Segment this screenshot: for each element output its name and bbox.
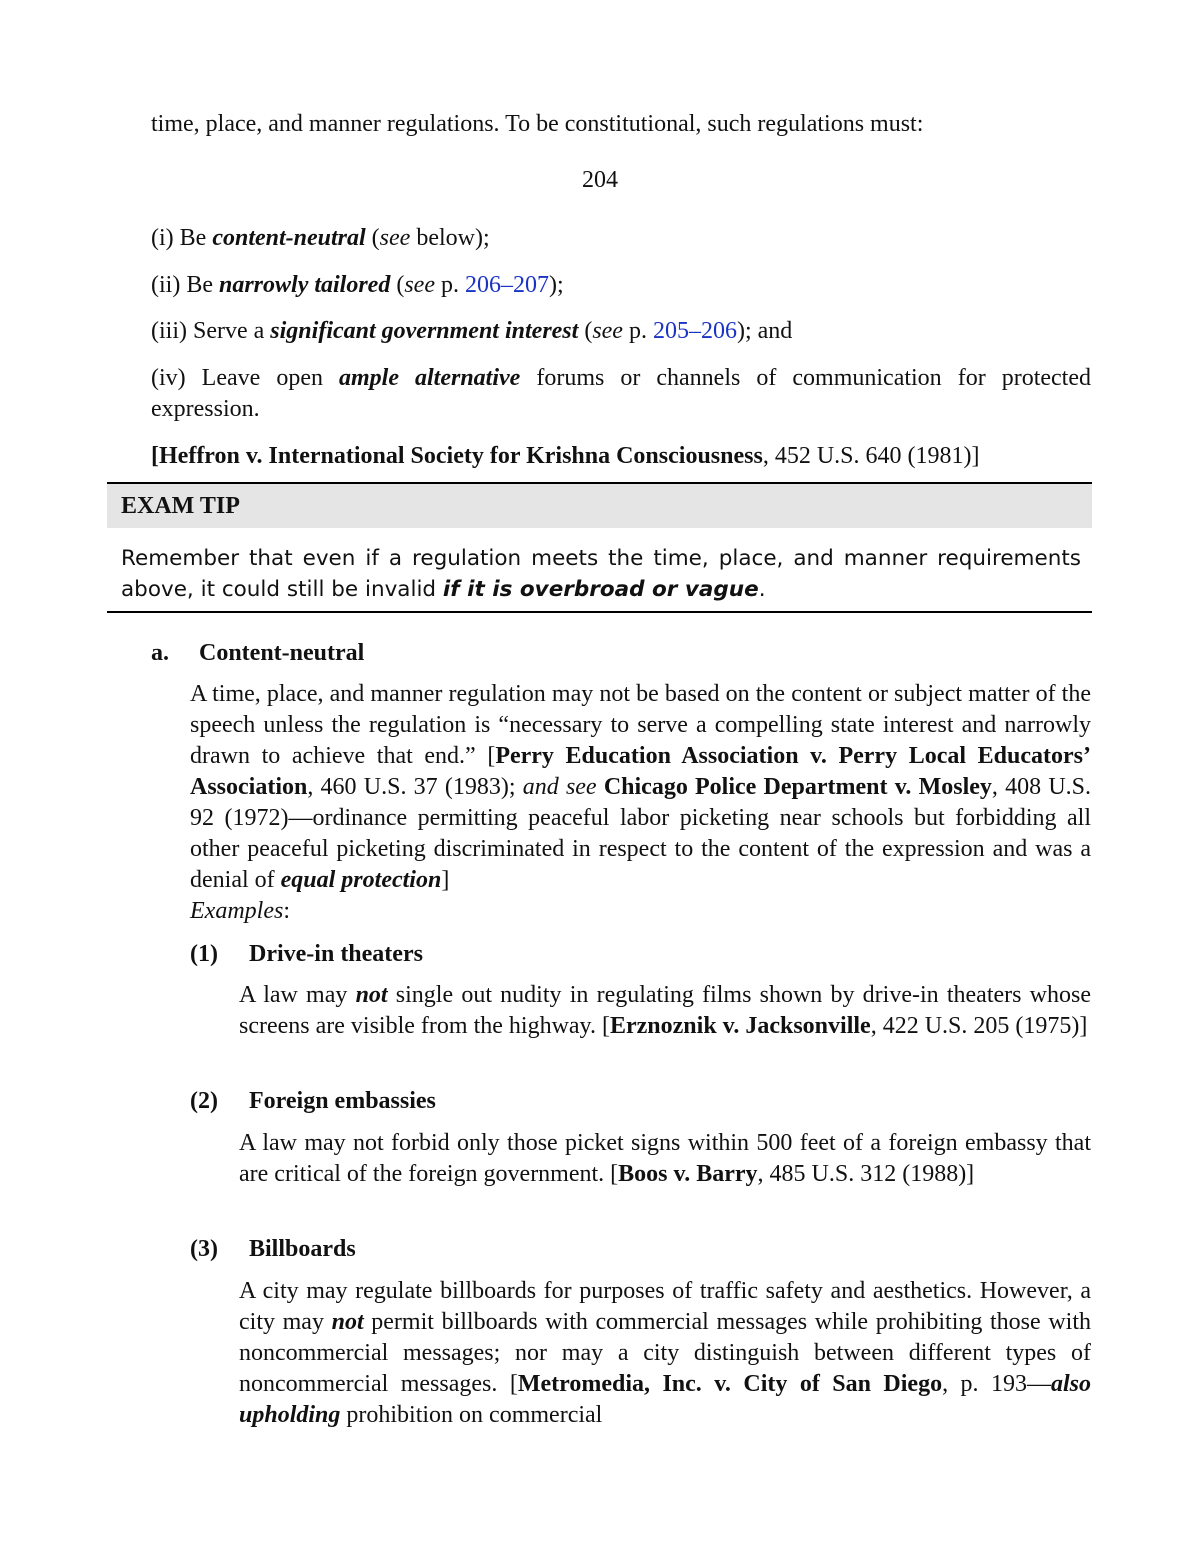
requirement-item: (iii) Serve a significant government interest (see p. 205–206); and bbox=[151, 318, 793, 344]
page-reference-link[interactable]: 206–207 bbox=[465, 272, 549, 298]
example-heading: Billboards bbox=[249, 1236, 356, 1262]
page-number: 204 bbox=[582, 167, 618, 193]
intro-line: time, place, and manner regulations. To be constitutional, such regulations must: bbox=[151, 111, 924, 137]
section-heading: Content-neutral bbox=[199, 640, 365, 666]
example-heading: Drive-in theaters bbox=[249, 941, 423, 967]
example-heading: Foreign embassies bbox=[249, 1088, 436, 1114]
case-name: Chicago Police Department v. Mosley bbox=[603, 774, 992, 800]
case-name: Boos v. Barry bbox=[618, 1161, 758, 1187]
example-number: (3) bbox=[190, 1236, 218, 1262]
exam-tip-header bbox=[107, 482, 1092, 528]
example-paragraph: A law may not forbid only those picket signs within 500 feet of a foreign embassy that are critical of the foreign government. [Boos v. Barry, 485 U.S. 312 (1988)] bbox=[239, 1130, 1091, 1187]
example-number: (2) bbox=[190, 1088, 218, 1114]
key-term: ample alternative bbox=[339, 365, 521, 391]
example-paragraph: A law may not single out nudity in regulating films shown by drive-in theaters whose screens are visible from the highway. [Erznoznik v. Jacksonville, 422 U.S. 205 (1975)] bbox=[239, 982, 1091, 1039]
section-letter: a. bbox=[151, 640, 169, 666]
case-name: Perry Education Association v. Perry Local Educators’ Association bbox=[190, 743, 1091, 800]
page-reference-link[interactable]: 205–206 bbox=[652, 318, 737, 344]
example-number: (1) bbox=[190, 941, 218, 967]
example-paragraph: A city may regulate billboards for purposes of traffic safety and aesthetics. However, a city may not permit billboards with commercial messages while prohibiting those with noncommercial messages; nor may a city distinguish between different types of noncommercial messages. [Metromedia, Inc. v. City of San Diego, p. 193—also upholding prohibition on commercial bbox=[239, 1278, 1091, 1428]
key-term: content-neutral bbox=[212, 225, 366, 251]
case-name: Erznoznik v. Jacksonville bbox=[609, 1013, 871, 1039]
section-paragraph: A time, place, and manner regulation may not be based on the content or subject matter of the speech unless the regulation is “necessary to serve a compelling state interest and narrowly drawn to achieve that end.” [Perry Education Association v. Perry Local Educators’ Association, 460 U.S. 37 (1983); and see Chicago Police Department v. Mosley, 408 U.S. 92 (1972)—ordinance permitting peaceful labor picketing near schools but forbidding all other peaceful picketing discriminated in respect to the content of the expression and was a denial of equal protection] Examples: bbox=[190, 681, 1092, 924]
requirement-item: (iv) Leave open ample alternative forums or channels of communication for protected expression. bbox=[151, 365, 1091, 422]
case-name: Metromedia, Inc. v. City of San Diego bbox=[517, 1371, 943, 1397]
case-citation: [Heffron v. International Society for Krishna Consciousness, 452 U.S. 640 (1981)] bbox=[151, 443, 980, 469]
exam-tip-bottom-rule bbox=[107, 611, 1092, 613]
exam-tip-title: EXAM TIP bbox=[121, 493, 240, 519]
requirement-item: (ii) Be narrowly tailored (see p. 206–207); bbox=[151, 272, 564, 298]
key-term: significant government interest bbox=[270, 318, 579, 344]
exam-tip-body: Remember that even if a regulation meets the time, place, and manner requirements above, it could still be invalid if it is overbroad or vague. bbox=[121, 546, 1081, 602]
key-term: narrowly tailored bbox=[218, 272, 391, 298]
requirement-item: (i) Be content-neutral (see below); bbox=[151, 225, 490, 251]
